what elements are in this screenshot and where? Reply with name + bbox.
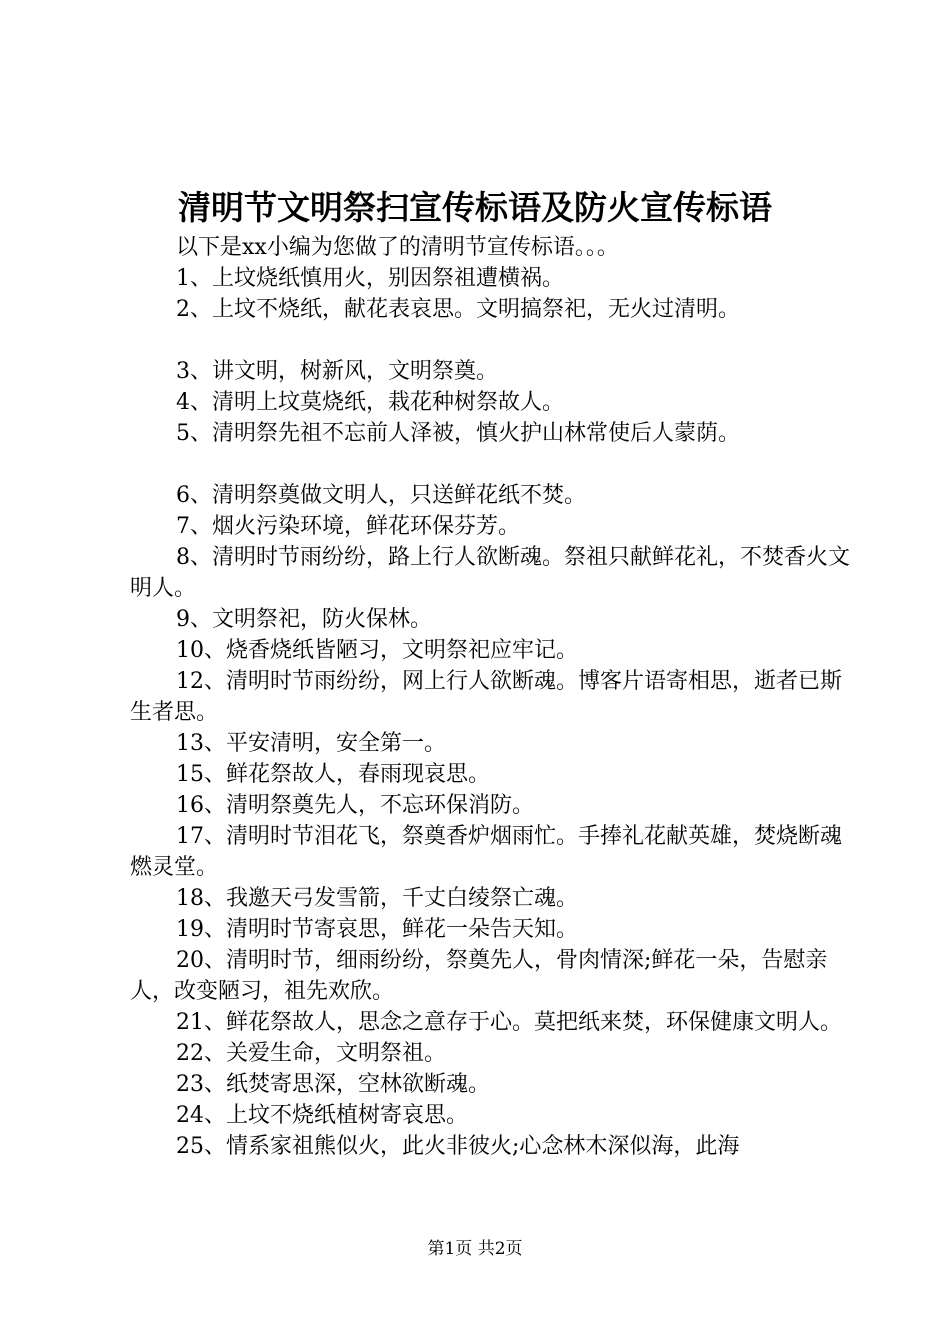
paragraph: 7、烟火污染环境，鲜花环保芬芳。 [176,514,520,539]
paragraph: 16、清明祭奠先人，不忘环保消防。 [176,793,534,818]
document-title: 清明节文明祭扫宣传标语及防火宣传标语 [178,188,772,227]
paragraph: 25、情系家祖熊似火，此火非彼火;心念林木深似海，此海 [176,1134,740,1159]
paragraph: 18、我邀天弓发雪箭，千丈白绫祭亡魂。 [176,886,578,911]
paragraph: 20、清明时节，细雨纷纷，祭奠先人，骨肉情深;鲜花一朵，告慰亲人，改变陋习，祖先欢欣。 [130,948,828,1004]
paragraph: 9、文明祭祀，防火保林。 [176,607,432,632]
paragraph: 23、纸焚寄思深，空林欲断魂。 [176,1072,490,1097]
paragraph: 8、清明时节雨纷纷，路上行人欲断魂。祭祖只献鲜花礼，不焚香火文明人。 [130,545,850,601]
document-body [130,232,855,1162]
paragraph: 1、上坟烧纸慎用火，别因祭祖遭横祸。 [176,266,564,291]
paragraph: 5、清明祭先祖不忘前人泽被，慎火护山林常使后人蒙荫。 [176,421,740,446]
paragraph: 12、清明时节雨纷纷，网上行人欲断魂。博客片语寄相思，逝者已斯生者思。 [130,669,842,725]
page-footer: 第1页 共2页 [427,1239,523,1259]
paragraph: 3、讲文明，树新风，文明祭奠。 [176,359,498,384]
paragraph: 21、鲜花祭故人，思念之意存于心。莫把纸来焚，环保健康文明人。 [176,1010,842,1035]
paragraph: 24、上坟不烧纸植树寄哀思。 [176,1103,468,1128]
paragraph: 2、上坟不烧纸，献花表哀思。文明搞祭祀，无火过清明。 [176,297,740,322]
paragraph: 10、烧香烧纸皆陋习，文明祭祀应牢记。 [176,638,578,663]
paragraph: 22、关爱生命，文明祭祖。 [176,1041,446,1066]
paragraph: 19、清明时节寄哀思，鲜花一朵告天知。 [176,917,578,942]
paragraph: 4、清明上坟莫烧纸，栽花种树祭故人。 [176,390,564,415]
paragraph: 6、清明祭奠做文明人，只送鲜花纸不焚。 [176,483,586,508]
paragraph: 15、鲜花祭故人，春雨现哀思。 [176,762,490,787]
paragraph: 以下是xx小编为您做了的清明节宣传标语。。。 [176,235,619,260]
paragraph: 13、平安清明，安全第一。 [176,731,446,756]
paragraph: 17、清明时节泪花飞，祭奠香炉烟雨忙。手捧礼花献英雄，焚烧断魂燃灵堂。 [130,824,842,880]
